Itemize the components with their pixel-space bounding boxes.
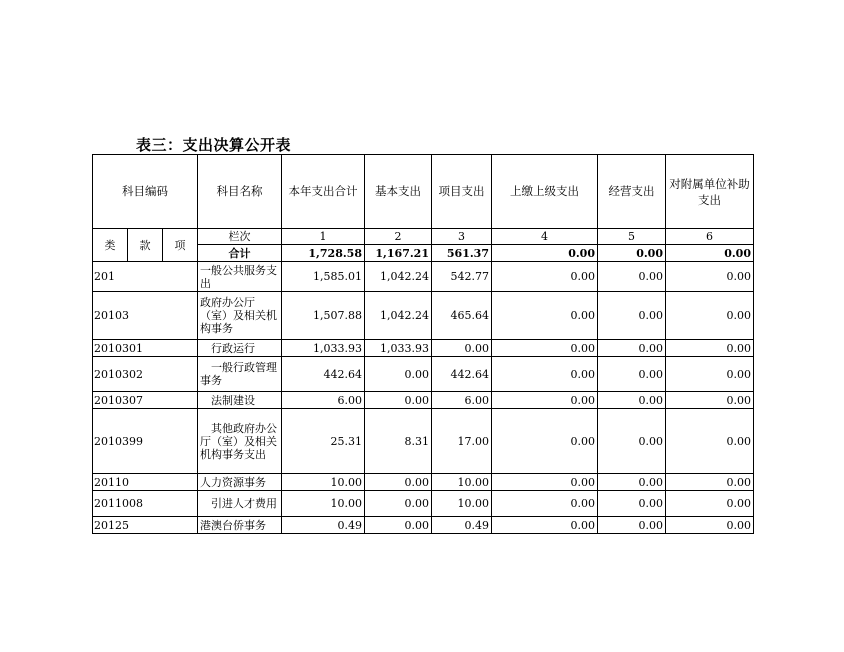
col-index-2: 2: [365, 229, 432, 245]
header-project: 项目支出: [432, 155, 492, 229]
amount-cell: 0.00: [365, 517, 432, 534]
table-row: [93, 292, 754, 340]
amount-cell: 6.00: [432, 392, 492, 409]
subject-code: 2010399: [93, 409, 198, 474]
amount-cell: 0.00: [666, 491, 754, 517]
header-total: 本年支出合计: [282, 155, 365, 229]
subject-name: 港澳台侨事务: [198, 517, 282, 534]
header-name: 科目名称: [198, 155, 282, 229]
table-row: [93, 409, 754, 474]
subject-code: 2010301: [93, 340, 198, 357]
amount-cell: 0.00: [666, 292, 754, 340]
amount-cell: 0.00: [492, 357, 598, 392]
table-row: [93, 517, 754, 534]
amount-cell: 0.00: [432, 340, 492, 357]
col-index-6: 6: [666, 229, 754, 245]
subject-name: 人力资源事务: [198, 474, 282, 491]
amount-cell: 17.00: [432, 409, 492, 474]
subject-code: 20110: [93, 474, 198, 491]
amount-cell: 0.00: [666, 357, 754, 392]
amount-cell: 1,033.93: [282, 340, 365, 357]
amount-cell: 0.00: [492, 491, 598, 517]
table-title: 表三：支出决算公开表: [136, 136, 292, 154]
amount-cell: 0.00: [365, 474, 432, 491]
amount-cell: 0.00: [492, 517, 598, 534]
total-value: 0.00: [598, 245, 666, 262]
subject-code: 20103: [93, 292, 198, 340]
amount-cell: 0.00: [666, 517, 754, 534]
amount-cell: 8.31: [365, 409, 432, 474]
amount-cell: 0.00: [492, 474, 598, 491]
subject-name: 一般公共服务支出: [198, 262, 282, 292]
amount-cell: 0.00: [598, 491, 666, 517]
subject-name: 政府办公厅（室）及相关机构事务: [198, 292, 282, 340]
table-row: [93, 340, 754, 357]
amount-cell: 0.00: [365, 392, 432, 409]
amount-cell: 442.64: [432, 357, 492, 392]
subject-name: 其他政府办公厅（室）及相关机构事务支出: [198, 409, 282, 474]
subject-code: 2010302: [93, 357, 198, 392]
amount-cell: 1,507.88: [282, 292, 365, 340]
table-row: [93, 392, 754, 409]
amount-cell: 10.00: [432, 491, 492, 517]
header-lei: 类: [93, 229, 128, 262]
col-index-4: 4: [492, 229, 598, 245]
amount-cell: 542.77: [432, 262, 492, 292]
header-basic: 基本支出: [365, 155, 432, 229]
col-index-3: 3: [432, 229, 492, 245]
header-subsidy: 对附属单位补助支出: [666, 155, 754, 229]
subject-name: 行政运行: [198, 340, 282, 357]
table-row: [93, 262, 754, 292]
amount-cell: 0.00: [492, 292, 598, 340]
amount-cell: 1,585.01: [282, 262, 365, 292]
subject-code: 2011008: [93, 491, 198, 517]
total-value: 1,167.21: [365, 245, 432, 262]
subject-code: 2010307: [93, 392, 198, 409]
amount-cell: 0.00: [492, 340, 598, 357]
header-xiang: 项: [163, 229, 198, 262]
amount-cell: 1,042.24: [365, 262, 432, 292]
amount-cell: 6.00: [282, 392, 365, 409]
subject-name: 法制建设: [198, 392, 282, 409]
amount-cell: 0.00: [598, 357, 666, 392]
header-upper: 上缴上级支出: [492, 155, 598, 229]
amount-cell: 10.00: [282, 491, 365, 517]
col-index-1: 1: [282, 229, 365, 245]
amount-cell: 0.00: [666, 262, 754, 292]
subject-name: 引进人才费用: [198, 491, 282, 517]
amount-cell: 0.00: [598, 517, 666, 534]
header-lanci: 栏次: [198, 229, 282, 245]
total-value: 0.00: [666, 245, 754, 262]
amount-cell: 0.00: [598, 409, 666, 474]
amount-cell: 0.49: [282, 517, 365, 534]
amount-cell: 442.64: [282, 357, 365, 392]
amount-cell: 1,033.93: [365, 340, 432, 357]
amount-cell: 465.64: [432, 292, 492, 340]
amount-cell: 0.00: [598, 340, 666, 357]
total-label: 合计: [198, 245, 282, 262]
table-row: [93, 357, 754, 392]
subject-code: 20125: [93, 517, 198, 534]
amount-cell: 0.00: [666, 392, 754, 409]
header-kuan: 款: [128, 229, 163, 262]
column-index-row: [93, 229, 754, 245]
amount-cell: 0.00: [598, 474, 666, 491]
amount-cell: 0.00: [492, 262, 598, 292]
amount-cell: 25.31: [282, 409, 365, 474]
amount-cell: 10.00: [282, 474, 365, 491]
header-code: 科目编码: [93, 155, 198, 229]
amount-cell: 0.00: [492, 392, 598, 409]
amount-cell: 1,042.24: [365, 292, 432, 340]
amount-cell: 0.49: [432, 517, 492, 534]
amount-cell: 0.00: [666, 409, 754, 474]
amount-cell: 0.00: [666, 340, 754, 357]
amount-cell: 0.00: [365, 491, 432, 517]
total-value: 0.00: [492, 245, 598, 262]
table-row: [93, 491, 754, 517]
amount-cell: 0.00: [492, 409, 598, 474]
amount-cell: 0.00: [598, 292, 666, 340]
amount-cell: 10.00: [432, 474, 492, 491]
amount-cell: 0.00: [598, 262, 666, 292]
table-row: [93, 474, 754, 491]
header-business: 经营支出: [598, 155, 666, 229]
header-row: [93, 155, 754, 229]
total-value: 561.37: [432, 245, 492, 262]
col-index-5: 5: [598, 229, 666, 245]
subject-name: 一般行政管理事务: [198, 357, 282, 392]
subject-code: 201: [93, 262, 198, 292]
amount-cell: 0.00: [365, 357, 432, 392]
total-value: 1,728.58: [282, 245, 365, 262]
amount-cell: 0.00: [598, 392, 666, 409]
expenditure-table: [92, 154, 754, 534]
amount-cell: 0.00: [666, 474, 754, 491]
